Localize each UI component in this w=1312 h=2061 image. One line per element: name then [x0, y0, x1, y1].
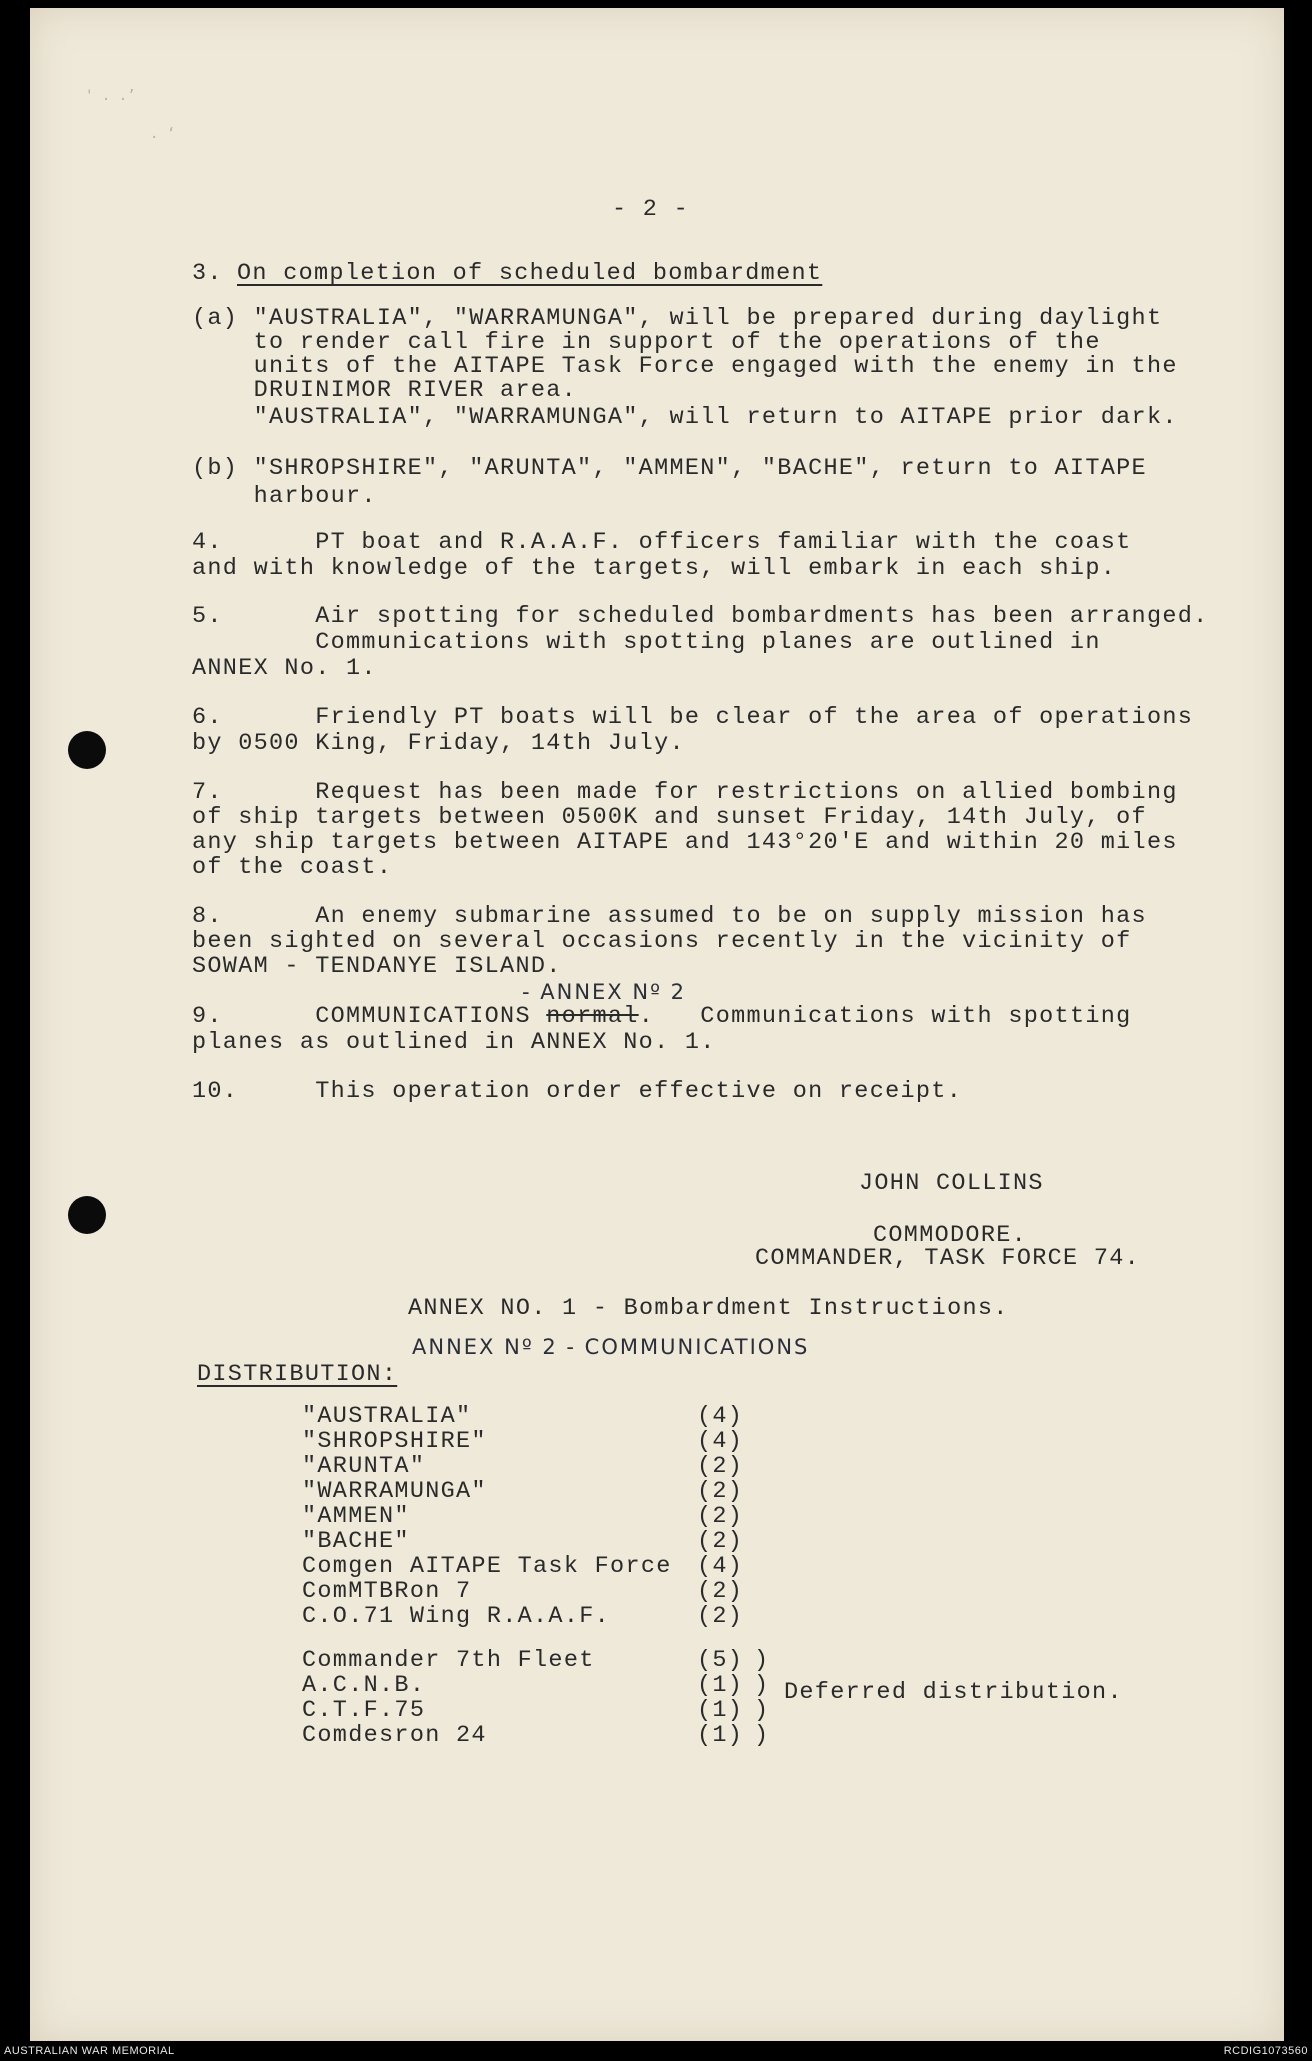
annex-1-line: ANNEX NO. 1 - Bombardment Instructions.: [408, 1295, 1009, 1322]
para-9-prefix: 9. COMMUNICATIONS: [192, 1003, 547, 1030]
distribution-name: Comgen AITAPE Task Force: [302, 1553, 672, 1580]
handwritten-annex-2: ANNEX Nº 2 - COMMUNICATIONS: [412, 1335, 810, 1359]
para-9-line: planes as outlined in ANNEX No. 1.: [192, 1029, 716, 1056]
deferred-name: Commander 7th Fleet: [302, 1647, 595, 1674]
distribution-copies: (2): [697, 1478, 744, 1505]
punch-hole: [68, 731, 106, 769]
signature-name: JOHN COLLINS: [859, 1170, 1044, 1197]
footer-archive-name: AUSTRALIAN WAR MEMORIAL: [4, 2045, 175, 2057]
struck-word: normal: [546, 1003, 639, 1030]
distribution-name: "AMMEN": [302, 1503, 410, 1530]
deferred-name: C.T.F.75: [302, 1697, 426, 1724]
para-3b-line: harbour.: [192, 483, 377, 510]
para-6-line: 6. Friendly PT boats will be clear of the area of operations: [192, 704, 1194, 731]
para-7-line: 7. Request has been made for restrictions on allied bombing: [192, 779, 1178, 806]
deferred-copies: (1): [697, 1697, 744, 1724]
deferred-name: Comdesron 24: [302, 1722, 487, 1749]
para-4-line: and with knowledge of the targets, will embark in each ship.: [192, 555, 1117, 582]
para-8-line: been sighted on several occasions recently in the vicinity of: [192, 928, 1132, 955]
para-8-line: 8. An enemy submarine assumed to be on supply mission has: [192, 903, 1147, 930]
distribution-copies: (2): [697, 1453, 744, 1480]
distribution-copies: (2): [697, 1578, 744, 1605]
distribution-name: "SHROPSHIRE": [302, 1428, 487, 1455]
para-3a-line: DRUINIMOR RIVER area.: [192, 377, 578, 404]
distribution-copies: (4): [697, 1403, 744, 1430]
distribution-heading: DISTRIBUTION:: [197, 1361, 398, 1388]
para-3a-line: units of the AITAPE Task Force engaged with the enemy in the: [192, 353, 1178, 380]
distribution-copies: (2): [697, 1528, 744, 1555]
punch-hole: [68, 1196, 106, 1234]
para-5-line: ANNEX No. 1.: [192, 655, 377, 682]
para-9-line: [192, 1004, 1132, 1030]
para-3a-line: "AUSTRALIA", "WARRAMUNGA", will return to AITAPE prior dark.: [192, 404, 1178, 431]
bracket-group: ) ) ) ): [754, 1647, 769, 1749]
para-7-line: of ship targets between 0500K and sunset Friday, 14th July, of: [192, 804, 1147, 831]
footer-record-id: RCDIG1073560: [1223, 2045, 1308, 2057]
deferred-label: Deferred distribution.: [784, 1679, 1123, 1706]
handwritten-annex-insert: - ANNEX Nº 2: [522, 980, 687, 1004]
distribution-name: "ARUNTA": [302, 1453, 426, 1480]
signature-rank: COMMODORE.: [873, 1222, 1028, 1249]
staple-mark: . ‘: [150, 126, 176, 142]
deferred-copies: (1): [697, 1722, 744, 1749]
deferred-copies: (5): [697, 1647, 744, 1674]
para-5-line: 5. Air spotting for scheduled bombardments has been arranged.: [192, 603, 1209, 630]
distribution-copies: (2): [697, 1503, 744, 1530]
signature-title: COMMANDER, TASK FORCE 74.: [755, 1245, 1141, 1272]
para-7-line: of the coast.: [192, 854, 393, 881]
para-9-suffix: . Communications with spotting: [638, 1003, 1132, 1030]
distribution-name: "WARRAMUNGA": [302, 1478, 487, 1505]
distribution-name: ComMTBRon 7: [302, 1578, 472, 1605]
distribution-copies: (4): [697, 1428, 744, 1455]
page-number: - 2 -: [612, 196, 690, 223]
para-3a-line: to render call fire in support of the operations of the: [192, 329, 1101, 356]
section-3-heading: On completion of scheduled bombardment: [237, 260, 823, 287]
para-3b-line: (b) "SHROPSHIRE", "ARUNTA", "AMMEN", "BACHE", return to AITAPE: [192, 455, 1147, 482]
section-3-number: 3.: [192, 260, 223, 287]
para-7-line: any ship targets between AITAPE and 143°20'E and within 20 miles: [192, 829, 1178, 856]
deferred-copies: (1): [697, 1672, 744, 1699]
staple-mark: ' . .’: [85, 88, 136, 104]
para-4-line: 4. PT boat and R.A.A.F. officers familiar with the coast: [192, 529, 1132, 556]
distribution-copies: (4): [697, 1553, 744, 1580]
distribution-name: "AUSTRALIA": [302, 1403, 472, 1430]
para-10-line: 10. This operation order effective on receipt.: [192, 1078, 963, 1105]
para-6-line: by 0500 King, Friday, 14th July.: [192, 730, 685, 757]
distribution-name: "BACHE": [302, 1528, 410, 1555]
para-5-line: Communications with spotting planes are outlined in: [192, 629, 1101, 656]
distribution-copies: (2): [697, 1603, 744, 1630]
distribution-name: C.O.71 Wing R.A.A.F.: [302, 1603, 611, 1630]
deferred-name: A.C.N.B.: [302, 1672, 426, 1699]
para-8-line: SOWAM - TENDANYE ISLAND.: [192, 953, 562, 980]
para-3a-line: (a) "AUSTRALIA", "WARRAMUNGA", will be prepared during daylight: [192, 305, 1163, 332]
